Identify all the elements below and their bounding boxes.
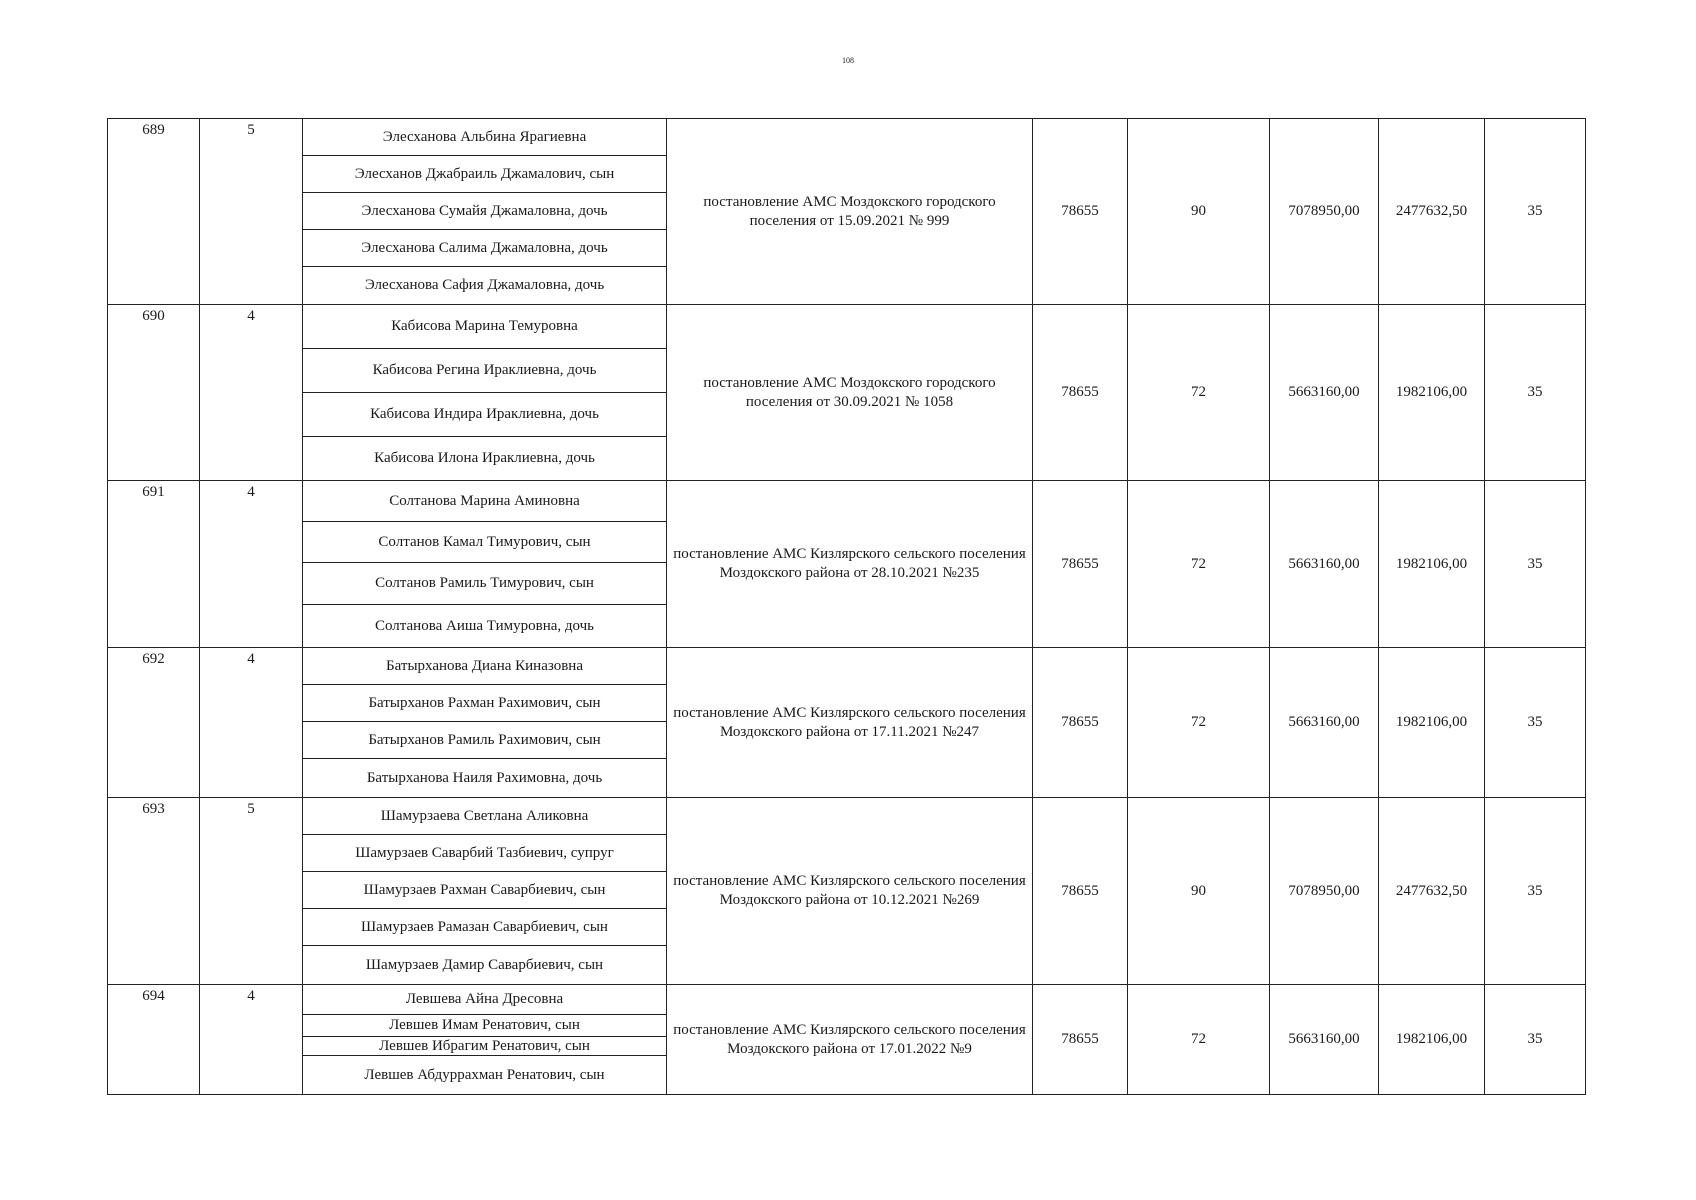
table-row (108, 119, 1586, 305)
decree-cell (667, 985, 1033, 1095)
family-size: 4 (200, 648, 303, 798)
list-item: Батырханова Наиля Рахимовна, дочь (366, 769, 603, 786)
value-cell-1: 78655 (1033, 798, 1128, 985)
value-cell-4: 1982106,00 (1379, 985, 1485, 1095)
decree-text: постановление АМС Кизлярского сельского поселения Моздокского района от 28.10.2021 №235 (673, 546, 1026, 581)
value-cell-5: 35 (1485, 648, 1586, 798)
decree-cell (667, 481, 1033, 648)
decree-cell (667, 119, 1033, 305)
list-item: Левшева Айна Дресовна (303, 985, 666, 1015)
row-number: 689 (108, 119, 200, 305)
list-item: Шамурзаев Рамазан Саварбиевич, сын (303, 909, 666, 946)
value-cell-1: 78655 (1033, 119, 1128, 305)
value-cell-5: 35 (1485, 119, 1586, 305)
value-cell-5: 35 (1485, 985, 1586, 1095)
registry-table (107, 118, 1586, 1095)
value-cell-1: 78655 (1033, 985, 1128, 1095)
page-number: 108 (842, 56, 854, 65)
value-cell-4: 1982106,00 (1379, 481, 1485, 648)
list-item: Левшев Имам Ренатович, сын (303, 1015, 666, 1037)
value-cell-2: 72 (1128, 305, 1270, 481)
value-cell-4: 2477632,50 (1379, 798, 1485, 985)
value-cell-3: 7078950,00 (1270, 798, 1379, 985)
value-cell-1: 78655 (1033, 648, 1128, 798)
list-item: Шамурзаев Саварбий Тазбиевич, супруг (303, 835, 666, 872)
list-item: Солтанов Рамиль Тимурович, сын (303, 563, 666, 605)
list-item: Шамурзаева Светлана Аликовна (303, 798, 666, 835)
decree-cell (667, 798, 1033, 985)
value-cell-3: 5663160,00 (1270, 481, 1379, 648)
table-row (108, 481, 1586, 648)
member-list (303, 648, 666, 797)
value-cell-2: 72 (1128, 648, 1270, 798)
value-cell-5: 35 (1485, 481, 1586, 648)
list-item: Элесханова Сафия Джамаловна, дочь (364, 277, 605, 293)
list-item: Элесханова Сумайя Джамаловна, дочь (303, 193, 666, 230)
value-cell-5: 35 (1485, 798, 1586, 985)
list-item: Шамурзаев Дамир Саварбиевич, сын (365, 956, 604, 973)
list-item: Батырханов Рахман Рахимович, сын (303, 685, 666, 722)
value-cell-5: 35 (1485, 305, 1586, 481)
family-size: 5 (200, 798, 303, 985)
value-cell-2: 72 (1128, 481, 1270, 648)
table-row (108, 648, 1586, 798)
decree-text: постановление АМС Моздокского городского поселения от 15.09.2021 № 999 (703, 193, 996, 229)
family-size: 4 (200, 481, 303, 648)
row-number: 690 (108, 305, 200, 481)
decree-cell (667, 648, 1033, 798)
list-item: Кабисова Илона Ираклиевна, дочь (374, 450, 595, 466)
list-item: Кабисова Марина Темуровна (303, 305, 666, 349)
list-item: Батырханова Диана Киназовна (303, 648, 666, 685)
value-cell-3: 5663160,00 (1270, 985, 1379, 1095)
table-row (108, 985, 1586, 1095)
decree-cell (667, 305, 1033, 481)
members-cell (303, 798, 667, 985)
list-item: Левшев Абдуррахман Ренатович, сын (364, 1066, 605, 1083)
list-item: Солтанова Аиша Тимуровна, дочь (374, 617, 595, 634)
value-cell-4: 2477632,50 (1379, 119, 1485, 305)
list-item: Солтанова Марина Аминовна (303, 481, 666, 522)
value-cell-2: 90 (1128, 798, 1270, 985)
list-item: Элесханов Джабраиль Джамалович, сын (303, 156, 666, 193)
value-cell-3: 5663160,00 (1270, 648, 1379, 798)
list-item: Кабисова Регина Ираклиевна, дочь (303, 349, 666, 393)
value-cell-3: 5663160,00 (1270, 305, 1379, 481)
table-row (108, 798, 1586, 985)
row-number: 693 (108, 798, 200, 985)
member-list (303, 798, 666, 984)
decree-text: постановление АМС Моздокского городского поселения от 30.09.2021 № 1058 (703, 374, 996, 410)
family-size: 4 (200, 985, 303, 1095)
value-cell-2: 72 (1128, 985, 1270, 1095)
row-number: 694 (108, 985, 200, 1095)
members-cell (303, 985, 667, 1095)
decree-text: постановление АМС Кизлярского сельского поселения Моздокского района от 10.12.2021 №269 (673, 873, 1026, 908)
value-cell-1: 78655 (1033, 305, 1128, 481)
table-body (108, 119, 1586, 1095)
member-list (303, 119, 666, 304)
list-item: Шамурзаев Рахман Саварбиевич, сын (303, 872, 666, 909)
value-cell-4: 1982106,00 (1379, 648, 1485, 798)
value-cell-3: 7078950,00 (1270, 119, 1379, 305)
list-item: Левшев Ибрагим Ренатович, сын (303, 1037, 666, 1056)
decree-text: постановление АМС Кизлярского сельского поселения Моздокского района от 17.11.2021 №247 (673, 704, 1026, 740)
family-size: 5 (200, 119, 303, 305)
family-size: 4 (200, 305, 303, 481)
list-item: Батырханов Рамиль Рахимович, сын (303, 722, 666, 759)
members-cell (303, 305, 667, 481)
list-item: Солтанов Камал Тимурович, сын (303, 522, 666, 563)
row-number: 692 (108, 648, 200, 798)
member-list (303, 985, 666, 1094)
row-number: 691 (108, 481, 200, 648)
members-cell (303, 648, 667, 798)
list-item: Элесханова Салима Джамаловна, дочь (303, 230, 666, 267)
member-list (303, 305, 666, 480)
value-cell-2: 90 (1128, 119, 1270, 305)
value-cell-1: 78655 (1033, 481, 1128, 648)
decree-text: постановление АМС Кизлярского сельского поселения Моздокского района от 17.01.2022 №9 (673, 1021, 1026, 1057)
member-list (303, 481, 666, 647)
members-cell (303, 119, 667, 305)
list-item: Кабисова Индира Ираклиевна, дочь (303, 393, 666, 437)
table-row (108, 305, 1586, 481)
list-item: Элесханова Альбина Ярагиевна (303, 119, 666, 156)
members-cell (303, 481, 667, 648)
value-cell-4: 1982106,00 (1379, 305, 1485, 481)
